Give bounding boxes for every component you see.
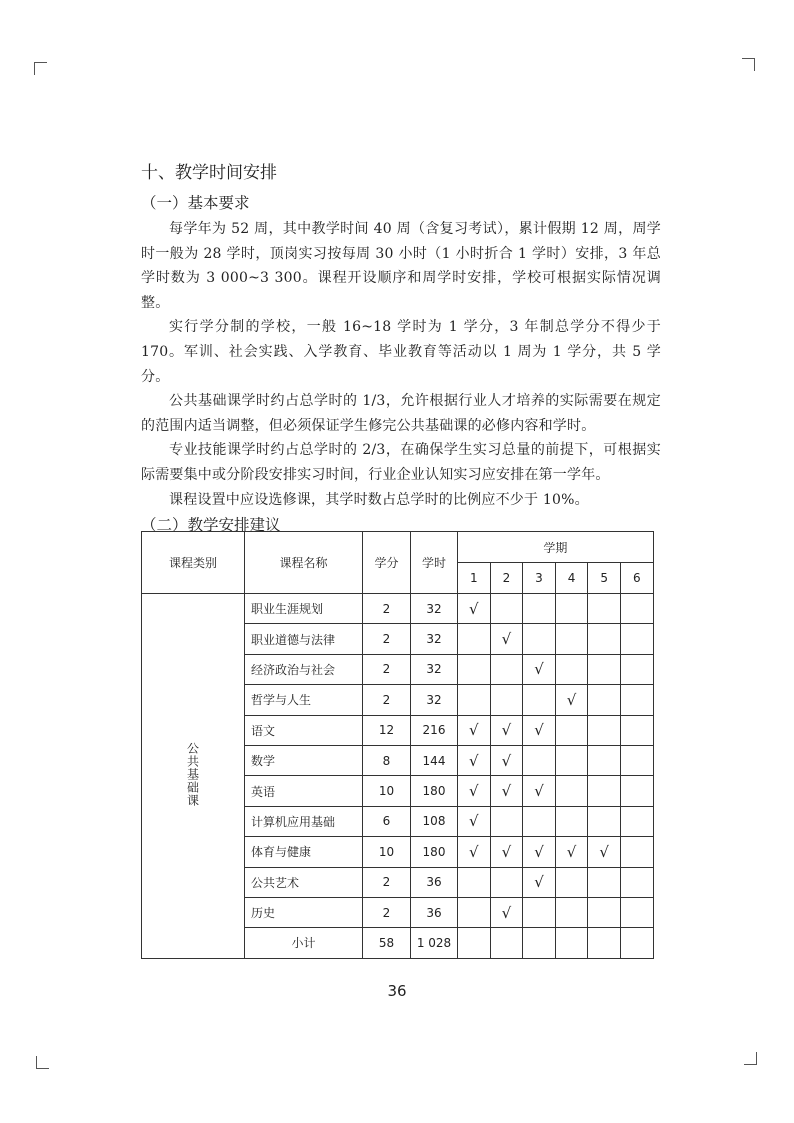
semester-6-cell: [620, 745, 653, 775]
semester-6-cell: [620, 897, 653, 927]
course-name-cell: 哲学与人生: [245, 685, 363, 715]
check-mark-icon: √: [469, 751, 479, 770]
semester-3-cell: [523, 867, 556, 897]
page-content: [141, 156, 661, 539]
paragraph: 课程设置中应设选修课，其学时数占总学时的比例应不少于 10%。: [169, 491, 589, 508]
credits-cell: 6: [363, 806, 411, 836]
semester-4-cell: [555, 897, 588, 927]
semester-1-cell: [458, 685, 491, 715]
semester-5-cell: [588, 837, 621, 867]
check-mark-icon: √: [501, 751, 512, 770]
check-mark-icon: √: [501, 630, 512, 649]
credits-cell: 8: [363, 745, 411, 775]
header-semester: 学期: [458, 532, 654, 563]
semester-2-cell: [490, 867, 523, 897]
hours-cell: 32: [411, 594, 458, 624]
semester-3-cell: [523, 745, 556, 775]
semester-3-cell: [523, 624, 556, 654]
semester-4-cell: [555, 928, 588, 958]
course-name-cell: 英语: [245, 776, 363, 806]
hours-cell: 180: [411, 837, 458, 867]
hours-cell: 144: [411, 745, 458, 775]
semester-2-cell: [490, 806, 523, 836]
semester-4-cell: [555, 685, 588, 715]
semester-5-cell: [588, 624, 621, 654]
semester-1-cell: [458, 594, 491, 624]
subtotal-label: 小计: [245, 928, 363, 958]
semester-5-cell: [588, 594, 621, 624]
semester-5-cell: [588, 654, 621, 684]
subsection-schedule-suggestions: （二）教学安排建议: [141, 516, 281, 535]
semester-6-cell: [620, 654, 653, 684]
check-mark-icon: √: [501, 842, 512, 861]
semester-6-cell: [620, 685, 653, 715]
header-semester-4: 4: [555, 563, 588, 594]
category-cell: [142, 594, 245, 959]
semester-5-cell: [588, 685, 621, 715]
semester-5-cell: [588, 897, 621, 927]
header-hours: 学时: [411, 532, 458, 594]
semester-2-cell: [490, 745, 523, 775]
check-mark-icon: √: [469, 812, 479, 831]
credits-cell: 10: [363, 837, 411, 867]
section-title: 十、教学时间安排: [141, 163, 277, 183]
semester-4-cell: [555, 837, 588, 867]
header-category: 课程类别: [142, 532, 245, 594]
semester-1-cell: [458, 806, 491, 836]
credits-cell: 2: [363, 685, 411, 715]
semester-3-cell: [523, 685, 556, 715]
semester-5-cell: [588, 745, 621, 775]
check-mark-icon: √: [566, 690, 577, 709]
semester-2-cell: [490, 776, 523, 806]
semester-2-cell: [490, 715, 523, 745]
semester-4-cell: [555, 745, 588, 775]
header-credits: 学分: [363, 532, 411, 594]
header-semester-3: 3: [523, 563, 556, 594]
check-mark-icon: √: [599, 842, 609, 861]
semester-1-cell: [458, 897, 491, 927]
check-mark-icon: √: [534, 873, 544, 892]
semester-1-cell: [458, 867, 491, 897]
semester-2-cell: [490, 685, 523, 715]
check-mark-icon: √: [501, 782, 512, 801]
semester-3-cell: [523, 837, 556, 867]
credits-cell: 10: [363, 776, 411, 806]
check-mark-icon: √: [534, 842, 544, 861]
header-semester-2: 2: [490, 563, 523, 594]
subsection-basic-requirements: （一）基本要求: [141, 194, 250, 212]
check-mark-icon: √: [469, 721, 479, 740]
semester-3-cell: [523, 897, 556, 927]
semester-2-cell: [490, 594, 523, 624]
category-label: 公共基础课: [185, 741, 200, 807]
semester-5-cell: [588, 867, 621, 897]
header-semester-1: 1: [458, 563, 491, 594]
semester-4-cell: [555, 806, 588, 836]
semester-2-cell: [490, 928, 523, 958]
semester-6-cell: [620, 594, 653, 624]
hours-cell: 216: [411, 715, 458, 745]
credits-cell: 2: [363, 654, 411, 684]
semester-1-cell: [458, 624, 491, 654]
course-name-cell: 体育与健康: [245, 837, 363, 867]
header-semester-5: 5: [588, 563, 621, 594]
semester-1-cell: [458, 776, 491, 806]
hours-cell: 32: [411, 685, 458, 715]
semester-3-cell: [523, 654, 556, 684]
semester-2-cell: [490, 897, 523, 927]
semester-2-cell: [490, 654, 523, 684]
semester-4-cell: [555, 867, 588, 897]
check-mark-icon: √: [469, 842, 479, 861]
page-number: 36: [387, 982, 407, 1000]
semester-4-cell: [555, 715, 588, 745]
hours-cell: 36: [411, 897, 458, 927]
hours-cell: 32: [411, 654, 458, 684]
semester-6-cell: [620, 837, 653, 867]
semester-6-cell: [620, 776, 653, 806]
semester-6-cell: [620, 867, 653, 897]
paragraph: 公共基础课学时约占总学时的 1/3，允许根据行业人才培养的实际需要在规定的范围内适当调整，但必须保证学生修完公共基础课的必修内容和学时。: [141, 393, 661, 434]
header-semester-6: 6: [620, 563, 653, 594]
course-name-cell: 语文: [245, 715, 363, 745]
semester-4-cell: [555, 594, 588, 624]
course-name-cell: 历史: [245, 897, 363, 927]
course-name-cell: 职业生涯规划: [245, 594, 363, 624]
semester-6-cell: [620, 928, 653, 958]
semester-3-cell: [523, 928, 556, 958]
crop-mark-top-left: [34, 62, 47, 75]
table-row: [142, 594, 654, 624]
crop-mark-top-right: [742, 58, 755, 71]
course-name-cell: 计算机应用基础: [245, 806, 363, 836]
semester-6-cell: [620, 715, 653, 745]
hours-cell: 180: [411, 776, 458, 806]
semester-3-cell: [523, 594, 556, 624]
course-name-cell: 公共艺术: [245, 867, 363, 897]
paragraph: 实行学分制的学校，一般 16~18 学时为 1 学分，3 年制总学分不得少于 170。军训、社会实践、入学教育、毕业教育等活动以 1 周为 1 学分，共 5 学分。: [141, 319, 661, 385]
semester-5-cell: [588, 928, 621, 958]
schedule-table-body: [142, 594, 654, 959]
semester-5-cell: [588, 806, 621, 836]
check-mark-icon: √: [501, 721, 512, 740]
course-name-cell: 经济政治与社会: [245, 654, 363, 684]
semester-3-cell: [523, 715, 556, 745]
check-mark-icon: √: [566, 842, 577, 861]
semester-5-cell: [588, 715, 621, 745]
credits-cell: 12: [363, 715, 411, 745]
semester-2-cell: [490, 837, 523, 867]
check-mark-icon: √: [501, 903, 512, 922]
semester-1-cell: [458, 715, 491, 745]
semester-4-cell: [555, 654, 588, 684]
check-mark-icon: √: [469, 782, 479, 801]
semester-5-cell: [588, 776, 621, 806]
semester-1-cell: [458, 837, 491, 867]
check-mark-icon: √: [469, 599, 479, 618]
credits-cell: 2: [363, 624, 411, 654]
hours-cell: 32: [411, 624, 458, 654]
semester-6-cell: [620, 624, 653, 654]
paragraph: 每学年为 52 周，其中教学时间 40 周（含复习考试），累计假期 12 周，周学时一般为 28 学时，顶岗实习按每周 30 小时（1 小时折合 1 学时）安排，3 年总学时数为 3 000~3 300。课程开设顺序和周学时安排，学校可根据实际情况调整。: [141, 221, 661, 311]
paragraph: 专业技能课学时约占总学时的 2/3，在确保学生实习总量的前提下，可根据实际需要集中或分阶段安排实习时间，行业企业认知实习应安排在第一学年。: [141, 442, 661, 483]
semester-2-cell: [490, 624, 523, 654]
credits-cell: 2: [363, 594, 411, 624]
subtotal-hours: 1 028: [411, 928, 458, 958]
check-mark-icon: √: [534, 782, 544, 801]
hours-cell: 108: [411, 806, 458, 836]
hours-cell: 36: [411, 867, 458, 897]
subtotal-credits: 58: [363, 928, 411, 958]
semester-4-cell: [555, 776, 588, 806]
credits-cell: 2: [363, 897, 411, 927]
semester-1-cell: [458, 745, 491, 775]
semester-3-cell: [523, 776, 556, 806]
check-mark-icon: √: [534, 721, 544, 740]
crop-mark-bottom-right: [744, 1052, 757, 1065]
crop-mark-bottom-left: [36, 1056, 49, 1069]
semester-6-cell: [620, 806, 653, 836]
semester-4-cell: [555, 624, 588, 654]
course-name-cell: 职业道德与法律: [245, 624, 363, 654]
credits-cell: 2: [363, 867, 411, 897]
semester-1-cell: [458, 928, 491, 958]
header-course-name: 课程名称: [245, 532, 363, 594]
course-name-cell: 数学: [245, 745, 363, 775]
semester-3-cell: [523, 806, 556, 836]
schedule-table: [141, 531, 654, 959]
check-mark-icon: √: [534, 660, 544, 679]
semester-1-cell: [458, 654, 491, 684]
